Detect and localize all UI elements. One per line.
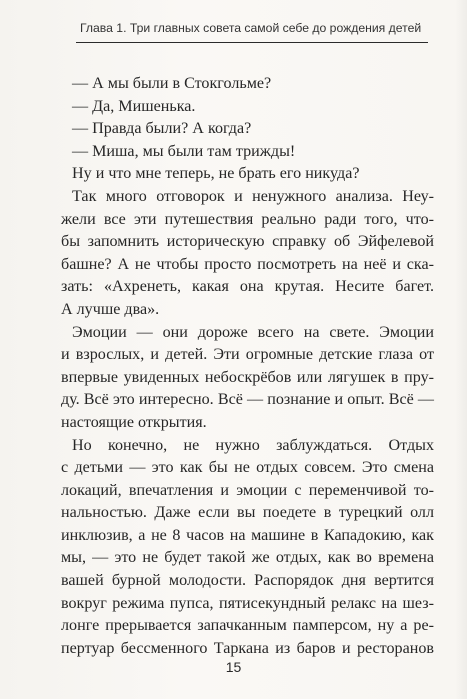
page-edge-shadow: [455, 0, 467, 699]
running-head: Глава 1. Три главных совета самой себе до рождения детей: [80, 21, 422, 35]
dialogue-line: — А мы были в Стокгольме?: [72, 75, 272, 92]
dialogue-line: — Миша, мы были там трижды!: [72, 142, 296, 160]
text-line: зать: «Ахренеть, какая она крутая. Несите багет.: [61, 278, 434, 296]
text-line: с детьми — это как бы не отдых совсем. Это смена: [61, 459, 434, 477]
dialogue-line: — Да, Мишенька.: [72, 97, 196, 115]
text-line: вокруг режима пупса, пятисекундный релакс на шез-: [61, 594, 434, 612]
text-line: пертуар бессменного Таркана из баров и ресторанов: [61, 639, 434, 657]
text-line: А лучше два».: [61, 300, 160, 318]
text-line: жели все эти путешествия реально ради того, что-: [61, 210, 434, 228]
text-line: вашей бурной молодости. Распорядок дня вертится: [61, 572, 434, 590]
text-line: башне? А не чтобы просто посмотреть на неё и ска-: [61, 255, 434, 273]
text-line: впервые увиденных небоскрёбов или лягушек в пру-: [61, 368, 434, 386]
text-line: Так много отговорок и ненужного анализа. Неу-: [72, 187, 434, 205]
text-line: локаций, впечатления и эмоции с переменчивой то-: [61, 481, 434, 499]
header-rule: [76, 42, 428, 43]
text-line: Но конечно, не нужно заблуждаться. Отдых: [72, 436, 434, 454]
text-line: и взрослых, и детей. Эти огромные детские глаза от: [61, 346, 434, 364]
page-number: 15: [225, 659, 242, 675]
text-line: бы запомнить историческую справку об Эйфелевой: [61, 233, 434, 251]
text-line: лонге прерывается запачканным памперсом, ну а ре-: [61, 617, 434, 635]
text-line: настоящие открытия.: [61, 413, 207, 431]
body-text: [61, 73, 434, 660]
text-line: нальностью. Даже если вы поедете в турецкий олл: [61, 504, 434, 522]
dialogue-line: — Правда были? А когда?: [72, 120, 252, 138]
text-line: ду. Всё это интересно. Всё — познание и опыт. Всё —: [61, 391, 434, 409]
text-line: Ну и что мне теперь, не брать его никуда?: [72, 165, 360, 183]
text-line: Эмоции — они дороже всего на свете. Эмоции: [72, 323, 434, 341]
text-line: мы, — это не будет такой же отдых, как во времена: [61, 549, 434, 567]
text-line: инклюзив, а не 8 часов на машине в Кападокию, как: [61, 526, 434, 544]
